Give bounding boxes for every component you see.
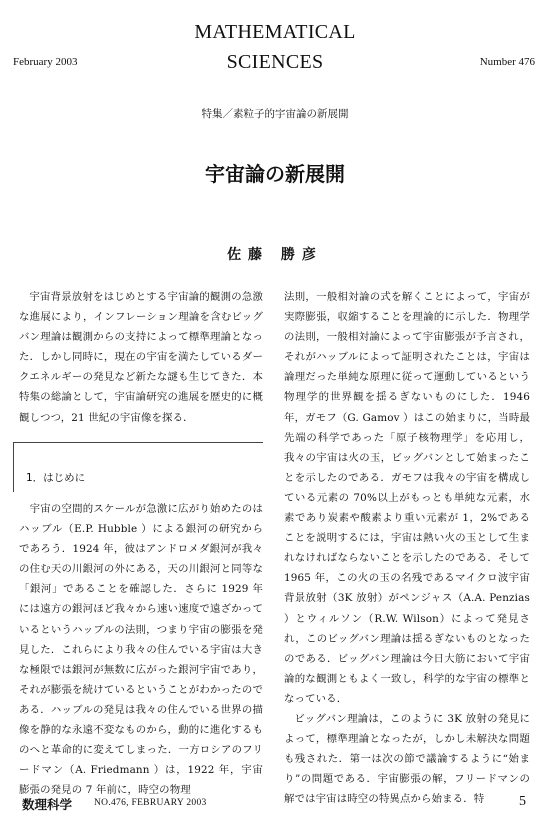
magazine-title-line2: SCIENCES: [226, 51, 324, 73]
intro-paragraph: 宇宙の空間的スケールが急激に広がり始めたのはハッブル（E.P. Hubble ）による銀河の研究からであろう．1924 年，彼はアンドロメダ銀河が我々の住む天の川銀河の外にある，天の川銀河と同等な「銀河」であることを確認した．さらに 1929 年には遠方の銀河ほど我々から速い速度で遠ざかっているというハッブルの法則，つまり宇宙の膨張を発見した．これらにより我々の住んでいる宇宙は大きな極限では銀河が無数に広がった銀河宇宙であり，それが膨張を続けているということがわかったのである．ハッブルの発見は我々の住んでいる世界の描像を静的な永遠不変なものから，動的に進化するものへと革命的に変えてしまった．一方ロシアのフリードマン（A. Friedmann ）は，1922 年，宇宙膨張の発見の 7 年前に，時空の物理: [19, 503, 263, 797]
right-paragraph-2: ビッグバン理論は，このように 3K 放射の発見によって，標準理論となったが，しかし未解決な問題も残された．第一は次の節で議論するように“始まり”の問題である．宇宙膨張の解，フリードマンの解では宇宙は時空の特異点から始まる．特: [284, 712, 530, 806]
magazine-title-line1: MATHEMATICAL: [194, 21, 356, 43]
footer-issue: NO.476, FEBRUARY 2003: [94, 798, 207, 808]
issue-number: Number 476: [479, 56, 535, 68]
author-name: 佐藤 勝彦: [227, 247, 323, 263]
issue-date: February 2003: [13, 56, 78, 68]
left-column-body: [19, 499, 263, 800]
abstract-paragraph: 宇宙背景放射をはじめとする宇宙論的観測の急激な進展により，インフレーション理論を含むビッグバン理論は観測からの支持によって標準理論となった．しかし同時に，現在の宇宙を満たしているダークエネルギーの発見など新たな謎も生じてきた．本特集の総論として，宇宙論研究の進展を歴史的に概観しつつ，21 世紀の宇宙像を探る．: [19, 291, 263, 424]
footer-journal-name: 数理科学: [22, 797, 73, 812]
section-heading: 1．はじめに: [26, 472, 86, 484]
article-title: 宇宙論の新展開: [205, 162, 345, 186]
right-column-body: [284, 287, 530, 809]
page-number: 5: [519, 794, 526, 809]
left-column-abstract: [19, 287, 263, 428]
right-paragraph-1: 法則，一般相対論の式を解くことによって，宇宙が実際膨張，収縮することを理論的に示した．物理学の法則，一般相対論によって宇宙膨張が予言され，それがハッブルによって証明されたことは，宇宙は論理だった単純な原理に従って運動しているという物理学的世界観を揺るぎないものにした．1946 年，ガモフ（G. Gamov ）はこの始まりに，当時最先端の科学であった「原子核物理学」を応用し，我々の宇宙は火の玉，ビッグバンとして始まったことを示したのである．ガモフは我々の宇宙を構成している元素の 70%以上がもっとも単純な元素，水素であり炭素や酸素より重い元素が 1，2%であることを説明するには，宇宙は熱い火の玉として生まれなければならないことを示したのである．そして 1965 年，この火の玉の名残であるマイクロ波宇宙背景放射（3K 放射）がペンジャス（A.A. Penzias ）とウィルソン（R.W. Wilson）によって発見され，このビッグバン理論は揺るぎないものとなったのである．ビッグバン理論は今日大筋において宇宙論的な観測ともよく一致し，科学的な宇宙の標準となっている．: [284, 291, 530, 705]
section-heading-box: [13, 442, 263, 492]
feature-label: 特集／素粒子的宇宙論の新展開: [201, 108, 349, 120]
